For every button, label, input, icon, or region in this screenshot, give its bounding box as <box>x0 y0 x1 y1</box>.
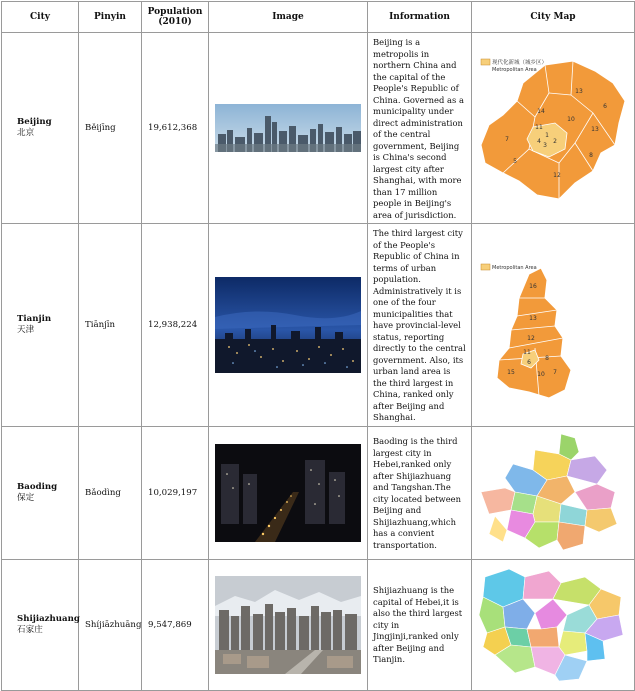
information-cell: Beijing is a metropolis in northern China and the capital of the People's Republic of China. Governed as a municipality under direct administration of the central government, Beijing is China's second largest city after Shanghai, with more than 17 million people in Beijing's area of jurisdiction. <box>368 33 472 224</box>
population-cell: 12,938,224 <box>142 224 209 427</box>
city-name-zh: 北京 <box>17 128 35 138</box>
information-cell: Shijiazhuang is the capital of Hebei,it is also the third largest city in Jingjinji,ranked only after Beijing and Tianjin. <box>368 559 472 690</box>
pinyin-cell: Shíjiāzhuāng <box>79 559 142 690</box>
header-row <box>2 2 635 33</box>
city-name: Shijiazhuang <box>17 613 80 624</box>
image-cell <box>209 559 368 690</box>
map-cell <box>472 559 635 690</box>
city-name-zh: 保定 <box>17 492 35 503</box>
map-label: 6 <box>527 358 531 366</box>
map-cell <box>472 224 635 427</box>
pinyin-cell: Bǎodìng <box>79 426 142 559</box>
map-label: 15 <box>507 368 515 376</box>
map-label: 7 <box>553 368 557 376</box>
shijiazhuang-city-photo <box>215 576 361 674</box>
city-cell <box>2 426 79 559</box>
header-information: Information <box>368 2 472 33</box>
map-label: 11 <box>535 124 543 131</box>
table-row-baoding <box>2 426 635 559</box>
table-row-shijiazhuang <box>2 559 635 690</box>
header-population-line2: (2010) <box>158 17 192 27</box>
tianjin-night-photo <box>215 277 361 373</box>
city-name: Beijing <box>17 117 52 127</box>
city-name-zh: 石家庄 <box>17 624 43 635</box>
map-label: 2 <box>553 138 557 145</box>
information-cell: Baoding is the third largest city in Hebei,ranked only after Shijiazhuang and Tangshan.The city located between Beijing and Shijiazhuang,which has a convient transportation. <box>368 426 472 559</box>
map-label: 12 <box>527 334 535 342</box>
map-label: 10 <box>567 116 575 123</box>
map-label: 14 <box>537 108 545 115</box>
map-label: 13 <box>529 314 537 322</box>
header-image: Image <box>209 2 368 33</box>
map-label: 12 <box>553 172 561 179</box>
map-label: 5 <box>513 158 517 165</box>
map-label: 3 <box>543 142 547 149</box>
map-label: 4 <box>537 138 541 145</box>
city-cell <box>2 33 79 224</box>
header-city-map: City Map <box>472 2 635 33</box>
header-city: City <box>2 2 79 33</box>
city-name-zh: 天津 <box>17 324 35 335</box>
pinyin-cell: Běijīng <box>79 33 142 224</box>
pinyin-cell: Tiānjīn <box>79 224 142 427</box>
header-pinyin: Pinyin <box>79 2 142 33</box>
city-cell <box>2 224 79 427</box>
map-legend-zh: 现代化新城（城乡区） <box>492 60 548 66</box>
map-label: 6 <box>603 103 607 110</box>
city-cell <box>2 559 79 690</box>
map-label: 13 <box>591 126 599 133</box>
information-cell: The third largest city of the People's Republic of China in terms of urban population. Administratively it is one of the four municipalities that have provincial-level status, reporting directly to the central government. Also, its urban land area is the third largest in China, ranked only after Beijing and Shanghai. <box>368 224 472 427</box>
population-cell: 10,029,197 <box>142 426 209 559</box>
city-name: Tianjin <box>17 313 52 324</box>
image-cell <box>209 426 368 559</box>
map-label: 11 <box>523 348 531 356</box>
beijing-skyline-photo <box>215 104 361 152</box>
header-population <box>142 2 209 33</box>
map-label: 8 <box>589 152 593 159</box>
map-label: 7 <box>505 136 509 143</box>
map-legend-en: Metropolitan Area <box>492 67 537 73</box>
table-row-tianjin <box>2 224 635 427</box>
header-population-line1: Population <box>147 7 203 17</box>
table-row-beijing <box>2 33 635 224</box>
baoding-district-map <box>475 430 631 556</box>
beijing-district-map <box>475 53 631 203</box>
map-label: 16 <box>529 282 537 290</box>
image-cell <box>209 224 368 427</box>
map-legend-en: Metropolitan Area <box>492 264 537 271</box>
map-label: 13 <box>575 88 583 95</box>
tianjin-district-map <box>475 240 631 410</box>
population-cell: 9,547,869 <box>142 559 209 690</box>
image-cell <box>209 33 368 224</box>
city-name: Baoding <box>17 481 58 492</box>
map-label: 1 <box>545 132 549 139</box>
map-cell <box>472 426 635 559</box>
map-label: 8 <box>545 354 549 362</box>
map-label: 10 <box>537 370 545 378</box>
city-table <box>1 1 635 691</box>
shijiazhuang-district-map <box>475 563 631 687</box>
map-cell <box>472 33 635 224</box>
baoding-night-photo <box>215 444 361 542</box>
population-cell: 19,612,368 <box>142 33 209 224</box>
